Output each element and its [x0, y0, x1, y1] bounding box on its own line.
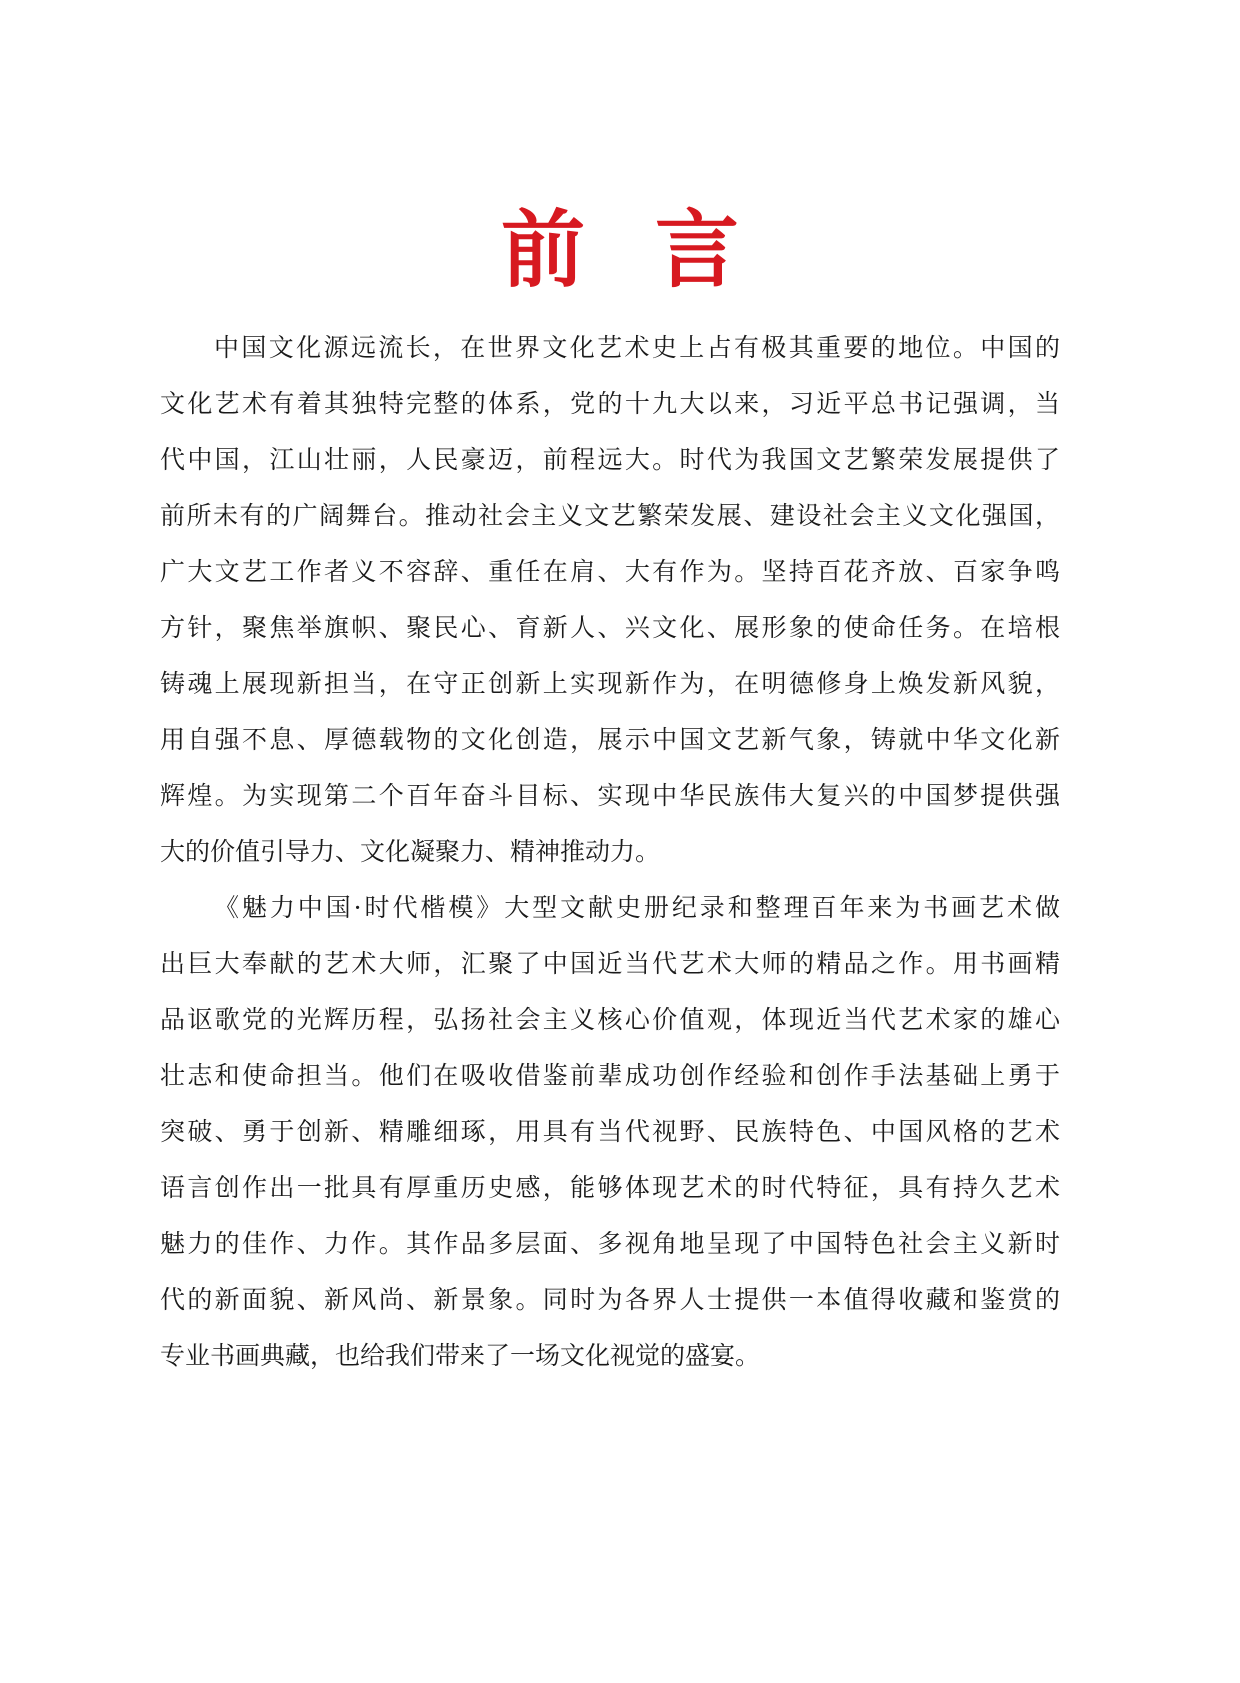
- text-line: 铸魂上展现新担当，在守正创新上实现新作为，在明德修身上焕发新风貌，: [160, 669, 1060, 698]
- text-line: 方针，聚焦举旗帜、聚民心、育新人、兴文化、展形象的使命任务。在培根: [160, 613, 1060, 642]
- text-line: 辉煌。为实现第二个百年奋斗目标、实现中华民族伟大复兴的中国梦提供强: [160, 781, 1060, 810]
- text-line: 文化艺术有着其独特完整的体系，党的十九大以来，习近平总书记强调，当: [160, 389, 1060, 418]
- text-line: 大的价值引导力、文化凝聚力、精神推动力。: [160, 837, 661, 866]
- text-line: 前所未有的广阔舞台。推动社会主义文艺繁荣发展、建设社会主义文化强国，: [160, 501, 1060, 530]
- text-line: 壮志和使命担当。他们在吸收借鉴前辈成功创作经验和创作手法基础上勇于: [160, 1061, 1060, 1090]
- text-line: 语言创作出一批具有厚重历史感，能够体现艺术的时代特征，具有持久艺术: [160, 1173, 1060, 1202]
- text-line: 突破、勇于创新、精雕细琢，用具有当代视野、民族特色、中国风格的艺术: [160, 1117, 1060, 1146]
- text-line: 代的新面貌、新风尚、新景象。同时为各界人士提供一本值得收藏和鉴赏的: [160, 1285, 1060, 1314]
- text-line: 代中国，江山壮丽，人民豪迈，前程远大。时代为我国文艺繁荣发展提供了: [160, 445, 1060, 474]
- preface-body: [160, 320, 1060, 1384]
- text-line: 中国文化源远流长，在世界文化艺术史上占有极其重要的地位。中国的: [214, 333, 1060, 362]
- text-line: 品讴歌党的光辉历程，弘扬社会主义核心价值观，体现近当代艺术家的雄心: [160, 1005, 1060, 1034]
- paragraph-1: [160, 320, 1060, 880]
- text-line: 广大文艺工作者义不容辞、重任在肩、大有作为。坚持百花齐放、百家争鸣: [160, 557, 1060, 586]
- page-title: 前言: [500, 201, 809, 299]
- text-line: 用自强不息、厚德载物的文化创造，展示中国文艺新气象，铸就中华文化新: [160, 725, 1060, 754]
- text-line: 魅力的佳作、力作。其作品多层面、多视角地呈现了中国特色社会主义新时: [160, 1229, 1060, 1258]
- text-line: 《魅力中国·时代楷模》大型文献史册纪录和整理百年来为书画艺术做: [214, 893, 1060, 922]
- paragraph-2: [160, 880, 1060, 1384]
- text-line: 专业书画典藏，也给我们带来了一场文化视觉的盛宴。: [160, 1341, 761, 1370]
- text-line: 出巨大奉献的艺术大师，汇聚了中国近当代艺术大师的精品之作。用书画精: [160, 949, 1060, 978]
